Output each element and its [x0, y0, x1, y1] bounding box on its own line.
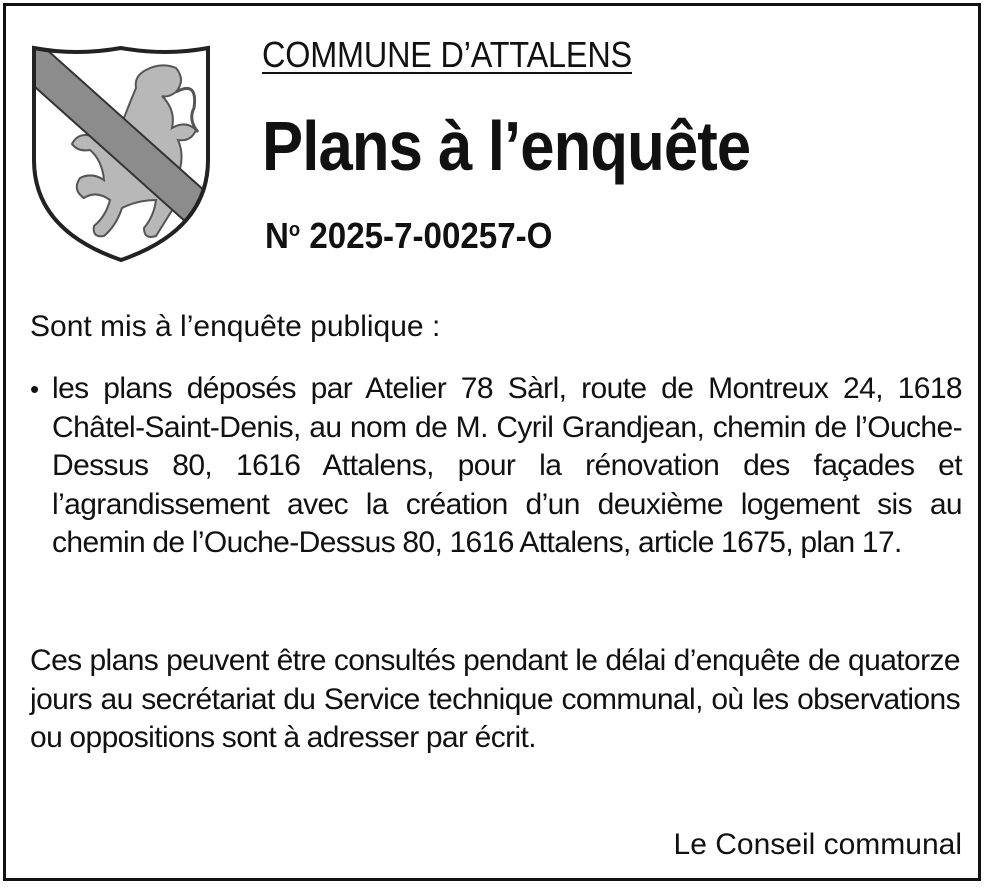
coat-of-arms-icon [26, 40, 216, 265]
bullet-icon: • [30, 374, 40, 404]
intro-text: Sont mis à l’enquête publique : [30, 310, 441, 343]
number-abbreviation: $N^o$ [265, 215, 301, 256]
page-title: Plans à l’enquête [262, 107, 751, 185]
signature: Le Conseil communal [673, 828, 962, 861]
consultation-info: Ces plans peuvent être consultés pendant le délai d’enquête de quatorze jours au secrétariat du Service technique communal, où les observations ou oppositions sont à adresser par écrit. [30, 644, 960, 754]
reference-number [265, 214, 552, 257]
list-item [30, 370, 962, 563]
plan-description: les plans déposés par Atelier 78 Sàrl, route de Montreux 24, 1618 Châtel-Saint-Denis, au nom de M. Cyril Grandjean, chemin de l’Ouche-Dessus 80, 1616 Attalens, pour la rénovation des façades et l’agrandissement avec la création d’un deuxième logement sis au chemin de l’Ouche-Dessus 80, 1616 Attalens, article 1675, plan 17. [52, 372, 962, 559]
commune-name: COMMUNE D’ATTALENS [262, 34, 632, 75]
number-value: 2025-7-00257-O [309, 215, 553, 256]
